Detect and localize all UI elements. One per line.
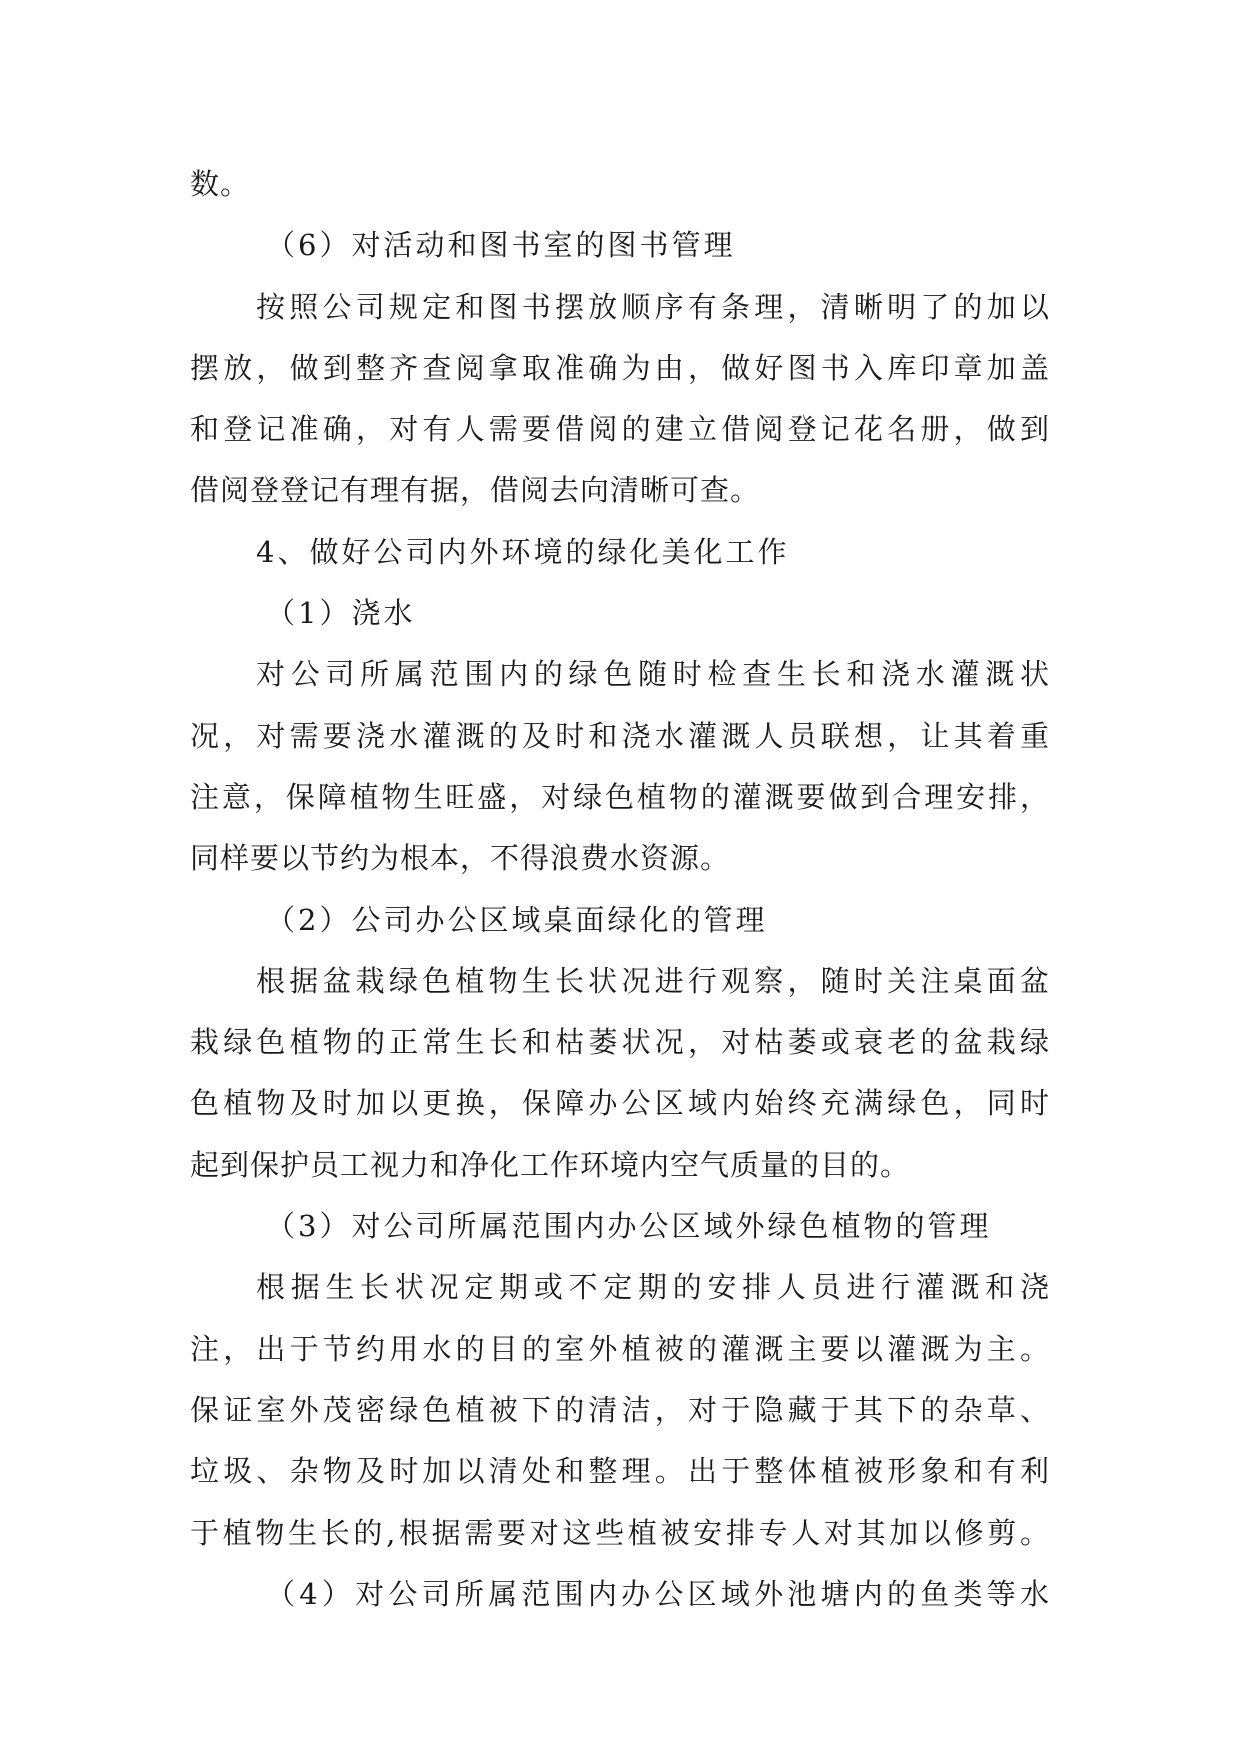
- text-line: 起到保护员工视力和净化工作环境内空气质量的目的。: [190, 1147, 911, 1182]
- text-line: 对公司所属范围内的绿色随时检查生长和浇水灌溉状: [256, 657, 1050, 692]
- text-line: 况，对需要浇水灌溉的及时和浇水灌溉人员联想，让其着重: [190, 718, 1050, 753]
- section-heading: （2）公司办公区域桌面绿化的管理: [266, 902, 768, 937]
- text-line: 和登记准确，对有人需要借阅的建立借阅登记花名册，做到: [190, 412, 1050, 447]
- text-line: 借阅登登记有理有据，借阅去向清晰可查。: [190, 473, 761, 508]
- text-line: 数。: [190, 167, 251, 201]
- text-line: 注，出于节约用水的目的室外植被的灌溉主要以灌溉为主。: [190, 1331, 1050, 1366]
- text-line: （4）对公司所属范围内办公区域外池塘内的鱼类等水: [266, 1576, 1050, 1611]
- section-heading: （6）对活动和图书室的图书管理: [266, 228, 736, 263]
- section-heading: （3）对公司所属范围内办公区域外绿色植物的管理: [266, 1209, 992, 1244]
- text-line: 根据生长状况定期或不定期的安排人员进行灌溉和浇: [256, 1270, 1050, 1305]
- text-line: 注意，保障植物生旺盛，对绿色植物的灌溉要做到合理安排，: [190, 779, 1050, 814]
- section-heading: （1）浇水: [266, 596, 416, 631]
- document-body: [190, 154, 1050, 1625]
- text-line: 栽绿色植物的正常生长和枯萎状况，对枯萎或衰老的盆栽绿: [190, 1025, 1050, 1060]
- text-line: 色植物及时加以更换，保障办公区域内始终充满绿色，同时: [190, 1086, 1050, 1121]
- text-line: 垃圾、杂物及时加以清处和整理。出于整体植被形象和有利: [190, 1454, 1050, 1489]
- text-line: 根据盆栽绿色植物生长状况进行观察，随时关注桌面盆: [256, 963, 1050, 998]
- text-line: 同样要以节约为根本，不得浪费水资源。: [190, 841, 731, 876]
- text-line: 保证室外茂密绿色植被下的清洁，对于隐藏于其下的杂草、: [190, 1392, 1050, 1427]
- section-heading: 4、做好公司内外环境的绿化美化工作: [256, 534, 790, 569]
- text-line: 于植物生长的,根据需要对这些植被安排专人对其加以修剪。: [190, 1515, 1050, 1550]
- text-line: 摆放，做到整齐查阅拿取准确为由，做好图书入库印章加盖: [190, 350, 1050, 385]
- text-line: 按照公司规定和图书摆放顺序有条理，清晰明了的加以: [256, 289, 1050, 324]
